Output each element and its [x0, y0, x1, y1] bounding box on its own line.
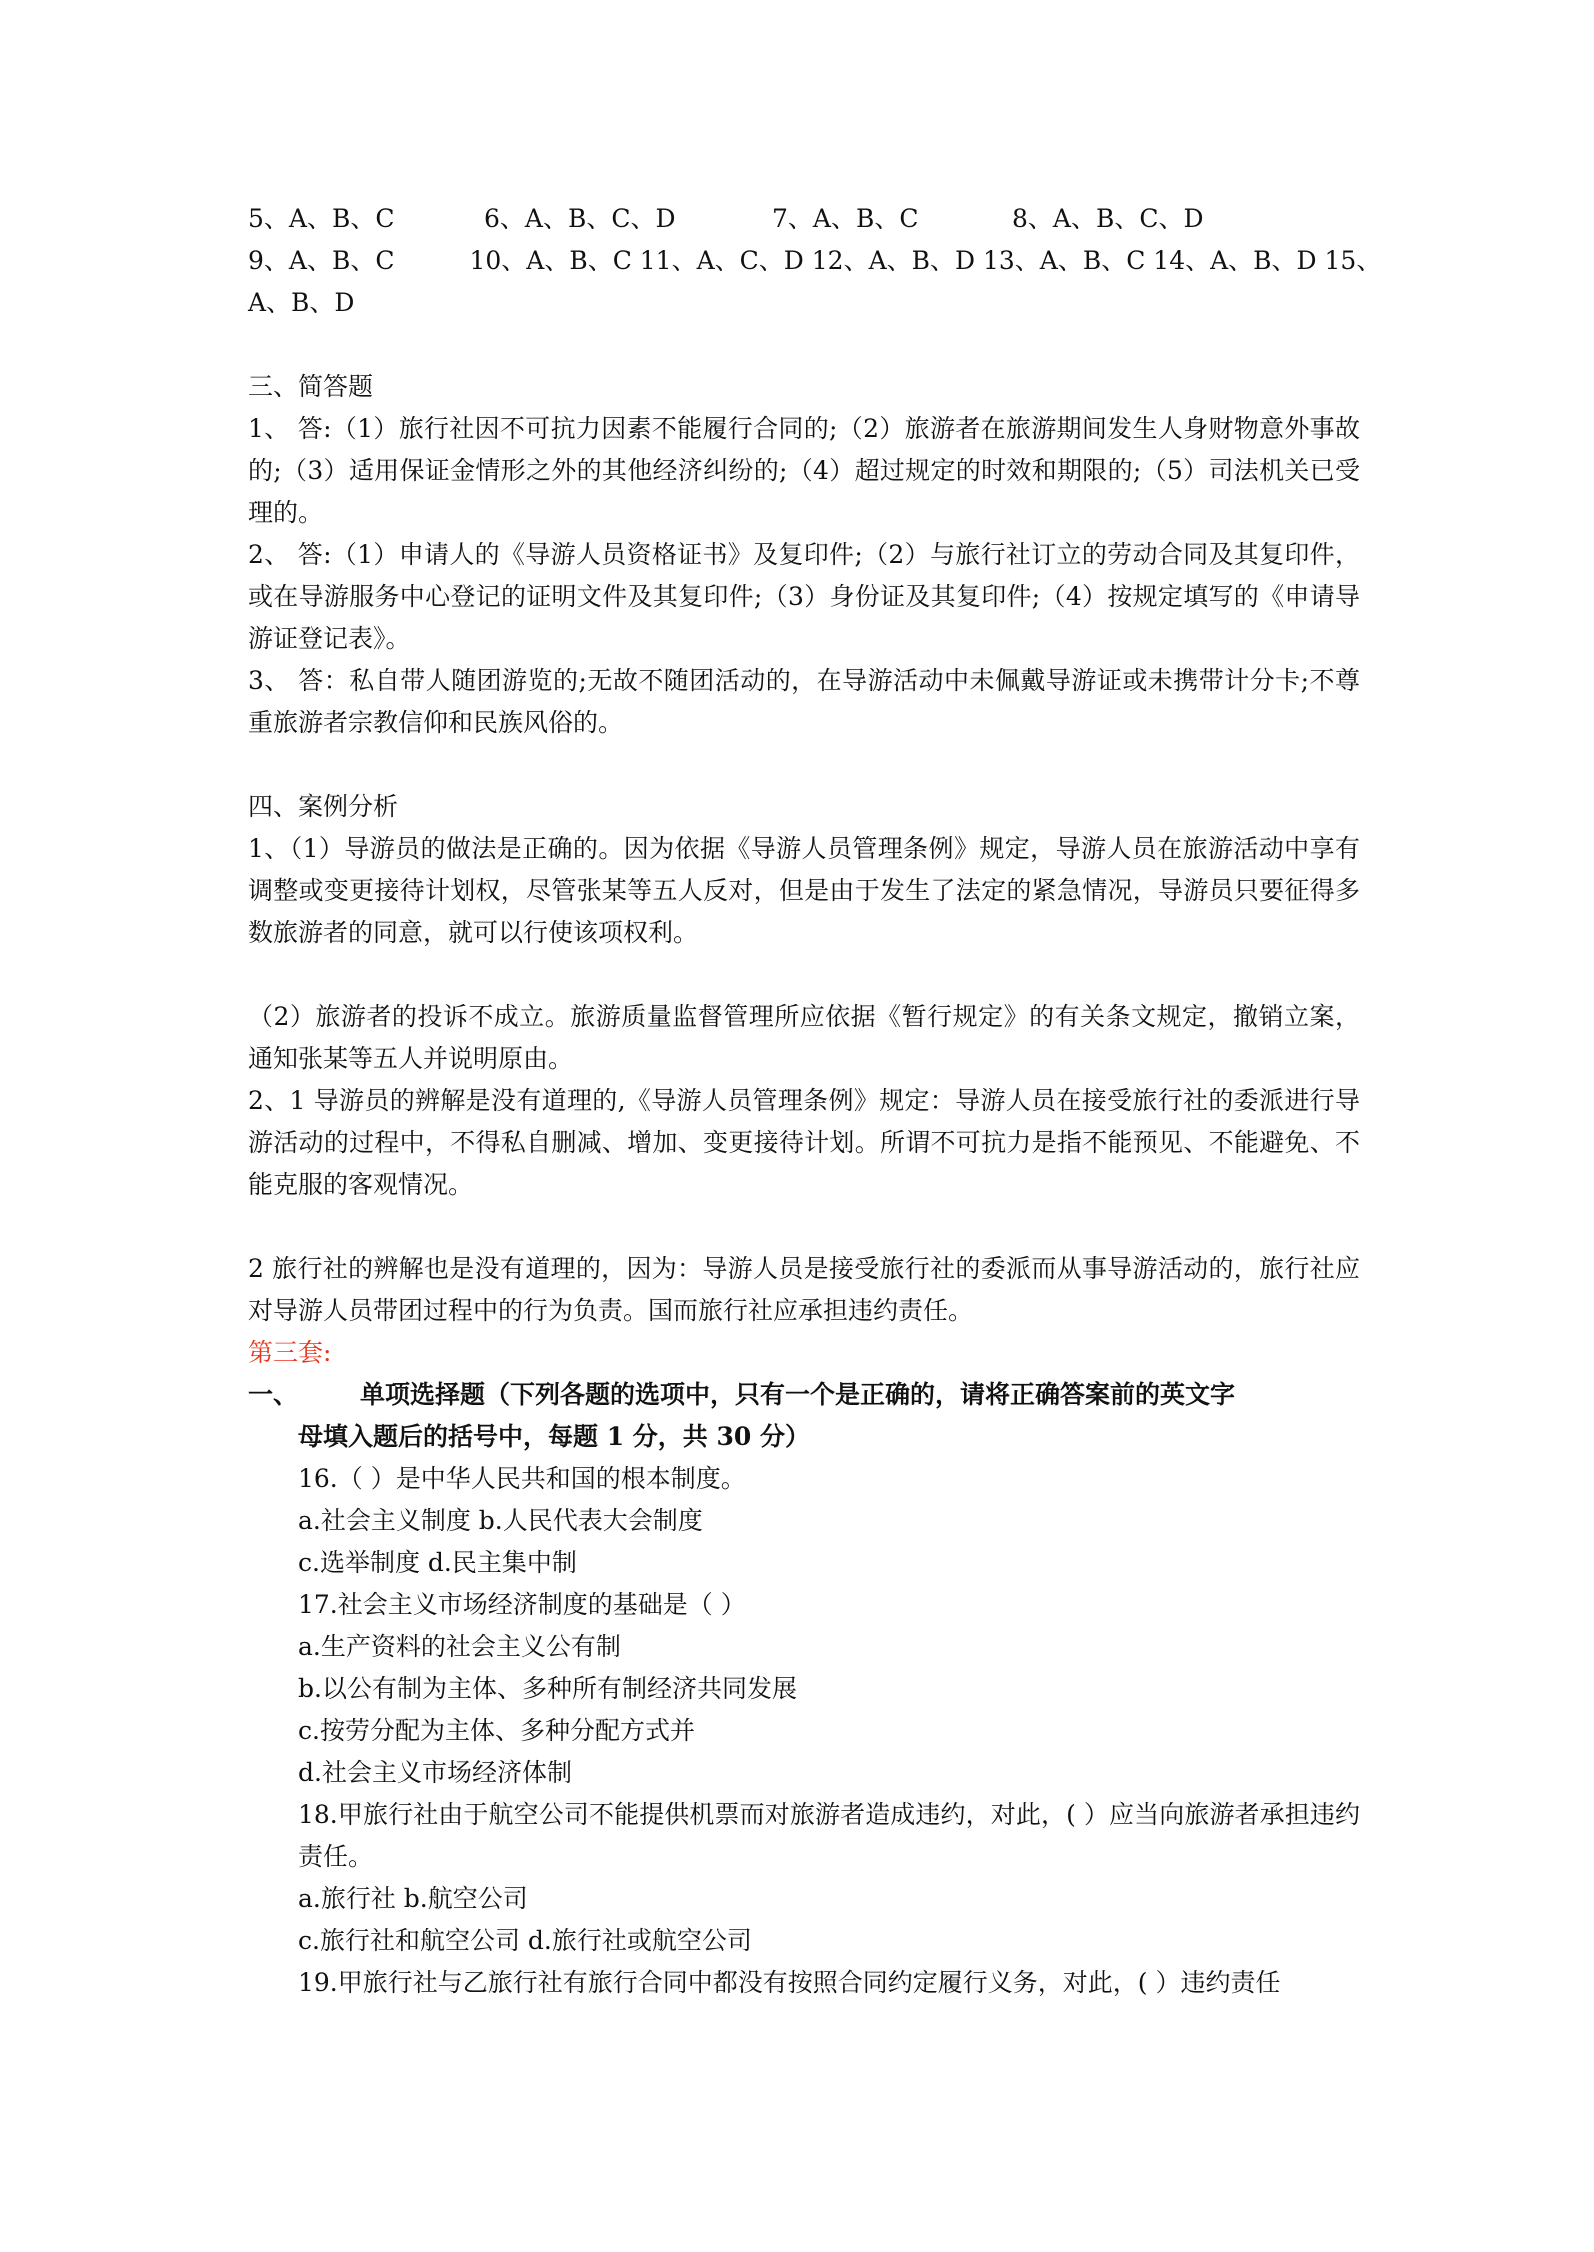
question-18-options-cd: c.旅行社和航空公司 d.旅行社或航空公司 — [298, 1926, 752, 1955]
section-heading — [248, 1374, 1360, 1416]
question-17-option-d: d.社会主义市场经济体制 — [298, 1758, 572, 1787]
question-18: 18.甲旅行社由于航空公司不能提供机票而对旅游者造成违约，对此，( ）应当向旅游者承担违约责任。 — [298, 1800, 1360, 1871]
answer-key-row-3: A、B、D — [248, 288, 355, 317]
case-answer-2b: 2 旅行社的辨解也是没有道理的，因为：导游人员是接受旅行社的委派而从事导游活动的，旅行社应对导游人员带团过程中的行为负责。国而旅行社应承担违约责任。 — [248, 1254, 1360, 1325]
question-17-option-b: b.以公有制为主体、多种所有制经济共同发展 — [298, 1674, 797, 1703]
question-16-options-ab: a.社会主义制度 b.人民代表大会制度 — [298, 1506, 703, 1535]
section-title-line-1: 单项选择题（下列各题的选项中，只有一个是正确的，请将正确答案前的英文字 — [360, 1380, 1236, 1409]
answer-7: 7、A、B、C — [772, 204, 919, 233]
question-17-option-a: a.生产资料的社会主义公有制 — [298, 1632, 621, 1661]
question-17-option-c: c.按劳分配为主体、多种分配方式并 — [298, 1716, 695, 1745]
case-answer-1b: （2）旅游者的投诉不成立。旅游质量监督管理所应依据《暂行规定》的有关条文规定，撤销立案，通知张某等五人并说明原由。 — [248, 1002, 1360, 1073]
short-answer-heading: 三、简答题 — [248, 372, 374, 401]
answer-8: 8、A、B、C、D — [1012, 204, 1204, 233]
answer-6: 6、A、B、C、D — [484, 204, 676, 233]
short-answer-2: 2、 答:（1）申请人的《导游人员资格证书》及复印件;（2）与旅行社订立的劳动合同及其复印件，或在导游服务中心登记的证明文件及其复印件;（3）身份证及其复印件;（4）按规定填写的《申请导游证登记表》。 — [248, 540, 1360, 653]
question-16: 16.（ ）是中华人民共和国的根本制度。 — [298, 1464, 746, 1493]
case-answer-1: 1、（1）导游员的做法是正确的。因为依据《导游人员管理条例》规定，导游人员在旅游活动中享有调整或变更接待计划权，尽管张某等五人反对，但是由于发生了法定的紧急情况，导游员只要征得多数旅游者的同意，就可以行使该项权利。 — [248, 834, 1360, 947]
answer-5: 5、A、B、C — [248, 204, 395, 233]
question-17: 17.社会主义市场经济制度的基础是（ ） — [298, 1590, 746, 1619]
section-number: 一、 — [248, 1380, 299, 1409]
case-analysis-heading: 四、案例分析 — [248, 792, 399, 821]
question-19: 19.甲旅行社与乙旅行社有旅行合同中都没有按照合同约定履行义务，对此，( ）违约责任 — [298, 1968, 1281, 1997]
case-answer-2: 2、1 导游员的辨解是没有道理的,《导游人员管理条例》规定：导游人员在接受旅行社的委派进行导游活动的过程中，不得私自删减、增加、变更接待计划。所谓不可抗力是指不能预见、不能避免、不能克服的客观情况。 — [248, 1086, 1360, 1199]
question-16-options-cd: c.选举制度 d.民主集中制 — [298, 1548, 577, 1577]
answer-key-row-1 — [248, 198, 1360, 240]
short-answer-1: 1、 答:（1）旅行社因不可抗力因素不能履行合同的;（2）旅游者在旅游期间发生人身财物意外事故的;（3）适用保证金情形之外的其他经济纠纷的;（4）超过规定的时效和期限的;（5）司法机关已受理的。 — [248, 414, 1360, 527]
short-answer-3: 3、 答：私自带人随团游览的;无故不随团活动的，在导游活动中未佩戴导游证或未携带计分卡;不尊重旅游者宗教信仰和民族风俗的。 — [248, 666, 1360, 737]
question-18-options-ab: a.旅行社 b.航空公司 — [298, 1884, 528, 1913]
section-title-line-2: 母填入题后的括号中，每题 1 分，共 30 分） — [298, 1422, 811, 1451]
set-three-label: 第三套: — [248, 1338, 332, 1367]
answer-key-row-2: 9、A、B、C 10、A、B、C 11、A、C、D 12、A、B、D 13、A、B、C 14、A、B、D 15、 — [248, 246, 1382, 275]
page-content — [248, 198, 1382, 2004]
